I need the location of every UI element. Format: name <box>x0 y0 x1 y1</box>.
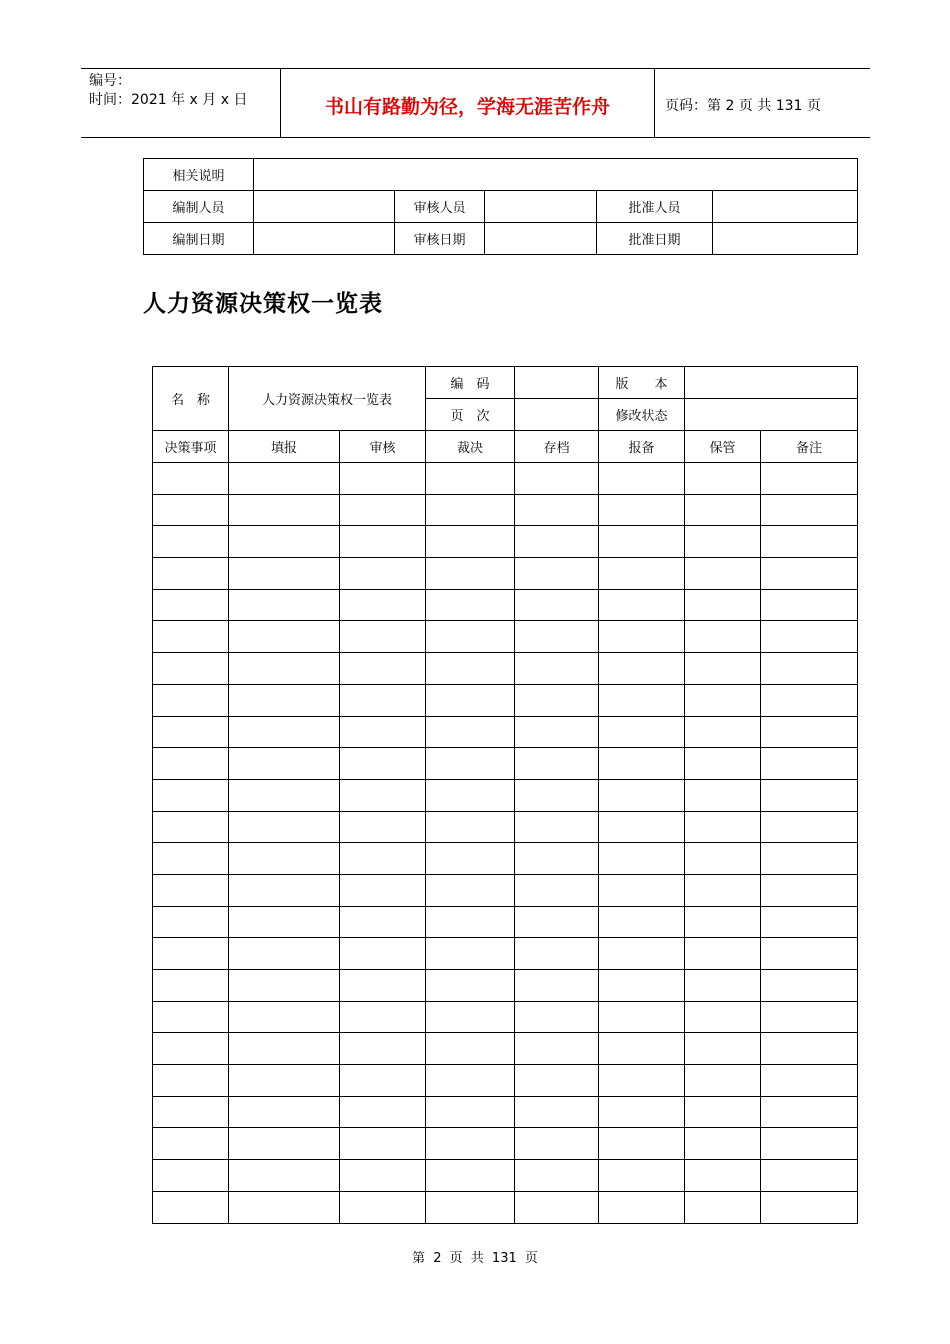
table-cell <box>685 811 761 843</box>
table-cell <box>229 1001 340 1033</box>
table-cell <box>229 843 340 875</box>
table-row <box>153 1160 858 1192</box>
approver-value-cell <box>713 191 858 223</box>
reviewer-value-cell <box>485 191 597 223</box>
table-cell <box>340 1033 426 1065</box>
table-cell <box>761 970 858 1002</box>
table-cell <box>153 716 229 748</box>
table-cell <box>229 938 340 970</box>
table-cell <box>761 526 858 558</box>
table-cell <box>685 684 761 716</box>
table-cell <box>685 906 761 938</box>
table-cell <box>426 938 515 970</box>
table-cell <box>426 1191 515 1223</box>
table-cell <box>685 526 761 558</box>
table-row <box>153 748 858 780</box>
table-cell <box>685 1096 761 1128</box>
column-header-row <box>153 431 858 463</box>
table-cell <box>515 1096 599 1128</box>
table-cell <box>153 589 229 621</box>
table-cell <box>426 1001 515 1033</box>
column-header: 备注 <box>761 431 858 463</box>
table-row <box>153 938 858 970</box>
meta-row-dates <box>144 223 858 255</box>
table-row <box>153 463 858 495</box>
table-cell <box>685 589 761 621</box>
table-row <box>153 874 858 906</box>
table-cell <box>426 843 515 875</box>
table-cell <box>340 811 426 843</box>
table-cell <box>761 589 858 621</box>
table-row <box>153 494 858 526</box>
table-cell <box>229 811 340 843</box>
table-cell <box>515 716 599 748</box>
table-cell <box>761 1065 858 1097</box>
table-cell <box>340 1001 426 1033</box>
table-cell <box>153 558 229 590</box>
table-cell <box>153 684 229 716</box>
table-cell <box>426 684 515 716</box>
table-cell <box>599 621 685 653</box>
table-cell <box>153 653 229 685</box>
table-cell <box>340 843 426 875</box>
table-row <box>153 1096 858 1128</box>
meta-row-description <box>144 159 858 191</box>
table-cell <box>685 558 761 590</box>
table-cell <box>153 970 229 1002</box>
table-row <box>153 779 858 811</box>
table-row <box>153 1065 858 1097</box>
table-cell <box>761 494 858 526</box>
column-header: 审核 <box>340 431 426 463</box>
table-cell <box>426 906 515 938</box>
table-cell <box>599 653 685 685</box>
table-cell <box>426 1128 515 1160</box>
table-cell <box>599 938 685 970</box>
header-page-info: 页码：第 2 页 共 131 页 <box>665 98 821 114</box>
table-cell <box>340 1065 426 1097</box>
decision-rights-table <box>152 366 858 1224</box>
document-number-label: 编号： <box>89 73 131 89</box>
table-cell <box>515 874 599 906</box>
table-cell <box>340 938 426 970</box>
table-cell <box>229 621 340 653</box>
table-cell <box>761 1191 858 1223</box>
table-cell <box>340 1096 426 1128</box>
table-cell <box>761 558 858 590</box>
approver-label: 批准人员 <box>597 191 713 223</box>
table-cell <box>340 779 426 811</box>
table-cell <box>685 1128 761 1160</box>
table-row <box>153 811 858 843</box>
table-cell <box>761 1128 858 1160</box>
table-cell <box>426 811 515 843</box>
table-cell <box>229 874 340 906</box>
table-cell <box>515 970 599 1002</box>
compile-date-value-cell <box>254 223 395 255</box>
review-date-value-cell <box>485 223 597 255</box>
approve-date-value-cell <box>713 223 858 255</box>
table-cell <box>599 1065 685 1097</box>
version-value-cell <box>685 367 858 399</box>
table-cell <box>229 1160 340 1192</box>
table-cell <box>685 463 761 495</box>
table-cell <box>153 779 229 811</box>
table-cell <box>685 938 761 970</box>
table-cell <box>153 906 229 938</box>
table-cell <box>685 874 761 906</box>
table-cell <box>599 779 685 811</box>
form-info-row-1 <box>153 367 858 399</box>
table-cell <box>515 684 599 716</box>
table-cell <box>761 811 858 843</box>
table-cell <box>340 1160 426 1192</box>
table-cell <box>599 874 685 906</box>
table-cell <box>340 684 426 716</box>
table-cell <box>153 526 229 558</box>
table-cell <box>599 463 685 495</box>
table-cell <box>426 970 515 1002</box>
table-cell <box>599 1128 685 1160</box>
table-cell <box>515 1160 599 1192</box>
table-row <box>153 1191 858 1223</box>
table-cell <box>761 1033 858 1065</box>
table-cell <box>599 748 685 780</box>
meta-row-people <box>144 191 858 223</box>
table-cell <box>340 653 426 685</box>
table-cell <box>761 716 858 748</box>
name-value: 人力资源决策权一览表 <box>229 367 426 431</box>
code-value-cell <box>515 367 599 399</box>
table-cell <box>515 843 599 875</box>
table-cell <box>685 1065 761 1097</box>
approve-date-label: 批准日期 <box>597 223 713 255</box>
table-cell <box>515 938 599 970</box>
table-cell <box>153 1096 229 1128</box>
table-cell <box>599 843 685 875</box>
description-value-cell <box>254 159 858 191</box>
table-cell <box>426 621 515 653</box>
table-cell <box>599 1160 685 1192</box>
table-cell <box>515 526 599 558</box>
table-cell <box>761 684 858 716</box>
table-cell <box>685 494 761 526</box>
column-header: 存档 <box>515 431 599 463</box>
table-cell <box>515 1065 599 1097</box>
page-header <box>81 68 870 138</box>
table-cell <box>599 589 685 621</box>
table-cell <box>685 1001 761 1033</box>
document-time-label: 时间：2021 年 x 月 x 日 <box>89 92 248 108</box>
revision-label: 修改状态 <box>599 399 685 431</box>
column-header: 保管 <box>685 431 761 463</box>
table-cell <box>761 653 858 685</box>
table-cell <box>685 970 761 1002</box>
table-cell <box>761 463 858 495</box>
table-cell <box>426 1096 515 1128</box>
table-cell <box>229 748 340 780</box>
compiler-label: 编制人员 <box>144 191 254 223</box>
table-cell <box>515 589 599 621</box>
table-cell <box>229 1096 340 1128</box>
review-date-label: 审核日期 <box>395 223 485 255</box>
table-cell <box>685 716 761 748</box>
document-title: 人力资源决策权一览表 <box>143 291 383 317</box>
table-cell <box>340 463 426 495</box>
table-cell <box>599 684 685 716</box>
table-cell <box>599 558 685 590</box>
table-row <box>153 526 858 558</box>
table-row <box>153 684 858 716</box>
table-cell <box>229 684 340 716</box>
table-cell <box>229 526 340 558</box>
table-cell <box>340 748 426 780</box>
table-cell <box>426 748 515 780</box>
table-cell <box>685 843 761 875</box>
table-cell <box>229 779 340 811</box>
table-cell <box>761 1096 858 1128</box>
code-label: 编 码 <box>426 367 515 399</box>
table-cell <box>515 653 599 685</box>
table-cell <box>761 874 858 906</box>
header-motto: 书山有路勤为径，学海无涯苦作舟 <box>281 69 655 137</box>
table-cell <box>153 874 229 906</box>
table-cell <box>515 1001 599 1033</box>
table-row <box>153 621 858 653</box>
table-cell <box>761 843 858 875</box>
name-label: 名 称 <box>153 367 229 431</box>
table-cell <box>229 653 340 685</box>
reviewer-label: 审核人员 <box>395 191 485 223</box>
table-cell <box>153 1160 229 1192</box>
table-cell <box>229 494 340 526</box>
table-cell <box>426 589 515 621</box>
table-cell <box>685 653 761 685</box>
table-cell <box>761 748 858 780</box>
table-row <box>153 1128 858 1160</box>
table-cell <box>515 1033 599 1065</box>
table-row <box>153 843 858 875</box>
table-cell <box>761 1160 858 1192</box>
table-cell <box>426 1065 515 1097</box>
table-cell <box>229 1191 340 1223</box>
table-cell <box>153 1001 229 1033</box>
table-cell <box>515 558 599 590</box>
table-cell <box>599 1191 685 1223</box>
table-cell <box>685 779 761 811</box>
table-cell <box>761 906 858 938</box>
table-cell <box>515 1128 599 1160</box>
table-cell <box>340 970 426 1002</box>
table-cell <box>426 1160 515 1192</box>
column-header: 填报 <box>229 431 340 463</box>
table-cell <box>515 811 599 843</box>
table-cell <box>340 874 426 906</box>
table-cell <box>685 1033 761 1065</box>
revision-value-cell <box>685 399 858 431</box>
table-cell <box>599 1096 685 1128</box>
table-cell <box>426 653 515 685</box>
table-cell <box>340 716 426 748</box>
table-cell <box>340 526 426 558</box>
table-row <box>153 906 858 938</box>
table-cell <box>515 779 599 811</box>
table-cell <box>599 716 685 748</box>
table-cell <box>340 1191 426 1223</box>
table-cell <box>229 716 340 748</box>
table-cell <box>340 621 426 653</box>
header-left-cell <box>81 69 281 137</box>
table-cell <box>515 906 599 938</box>
table-cell <box>426 1033 515 1065</box>
table-cell <box>340 1128 426 1160</box>
table-cell <box>515 748 599 780</box>
table-cell <box>515 621 599 653</box>
table-cell <box>685 748 761 780</box>
table-cell <box>153 1065 229 1097</box>
table-cell <box>340 906 426 938</box>
table-cell <box>426 779 515 811</box>
table-cell <box>153 463 229 495</box>
description-label: 相关说明 <box>144 159 254 191</box>
table-cell <box>153 748 229 780</box>
table-row <box>153 1001 858 1033</box>
table-cell <box>599 811 685 843</box>
table-row <box>153 1033 858 1065</box>
table-cell <box>685 1191 761 1223</box>
table-cell <box>685 621 761 653</box>
table-cell <box>340 494 426 526</box>
table-cell <box>229 463 340 495</box>
table-cell <box>153 938 229 970</box>
table-cell <box>599 970 685 1002</box>
table-cell <box>599 1001 685 1033</box>
table-row <box>153 970 858 1002</box>
table-cell <box>515 463 599 495</box>
column-header: 决策事项 <box>153 431 229 463</box>
table-cell <box>599 1033 685 1065</box>
table-cell <box>761 938 858 970</box>
table-cell <box>229 1065 340 1097</box>
table-row <box>153 716 858 748</box>
version-label: 版 本 <box>599 367 685 399</box>
table-cell <box>229 906 340 938</box>
page-label: 页 次 <box>426 399 515 431</box>
column-header: 裁决 <box>426 431 515 463</box>
table-cell <box>426 463 515 495</box>
meta-table <box>143 158 858 255</box>
table-cell <box>761 621 858 653</box>
compiler-value-cell <box>254 191 395 223</box>
table-row <box>153 653 858 685</box>
table-row <box>153 589 858 621</box>
table-cell <box>229 970 340 1002</box>
table-cell <box>153 811 229 843</box>
table-cell <box>229 589 340 621</box>
table-cell <box>761 1001 858 1033</box>
table-cell <box>153 843 229 875</box>
table-cell <box>426 494 515 526</box>
table-cell <box>426 874 515 906</box>
table-cell <box>229 1128 340 1160</box>
page-value-cell <box>515 399 599 431</box>
compile-date-label: 编制日期 <box>144 223 254 255</box>
table-cell <box>340 558 426 590</box>
page-footer: 第 2 页 共 131 页 <box>412 1251 538 1266</box>
table-cell <box>153 1191 229 1223</box>
table-cell <box>426 716 515 748</box>
table-row <box>153 558 858 590</box>
table-cell <box>153 1128 229 1160</box>
table-cell <box>229 558 340 590</box>
table-cell <box>685 1160 761 1192</box>
table-cell <box>761 779 858 811</box>
table-cell <box>153 1033 229 1065</box>
table-cell <box>229 1033 340 1065</box>
column-header: 报备 <box>599 431 685 463</box>
table-cell <box>599 494 685 526</box>
table-cell <box>515 494 599 526</box>
table-cell <box>599 906 685 938</box>
table-cell <box>153 621 229 653</box>
table-cell <box>153 494 229 526</box>
table-cell <box>340 589 426 621</box>
table-cell <box>515 1191 599 1223</box>
table-cell <box>599 526 685 558</box>
table-cell <box>426 558 515 590</box>
table-cell <box>426 526 515 558</box>
